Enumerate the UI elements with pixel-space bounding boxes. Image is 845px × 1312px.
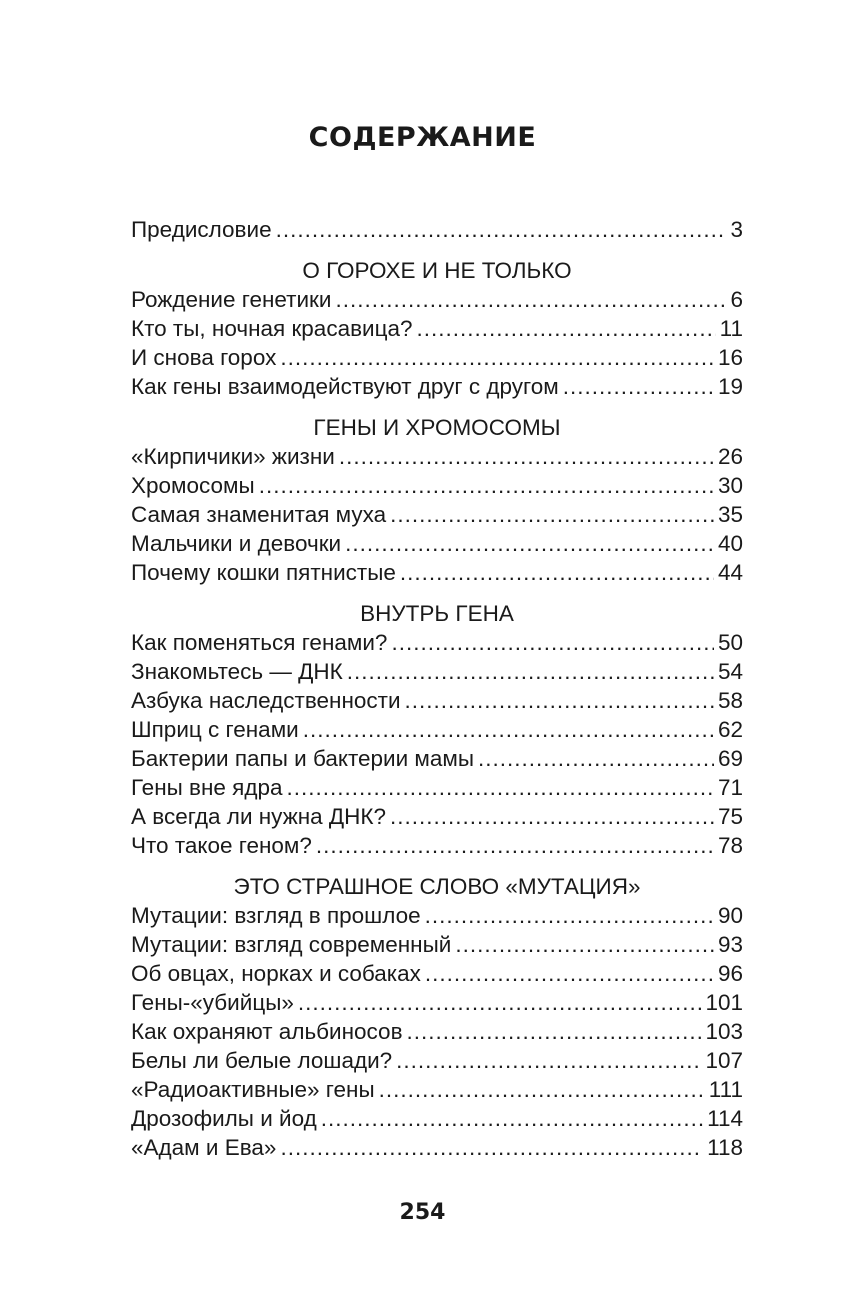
toc-entry[interactable] [131,1017,743,1046]
toc-entry[interactable] [131,529,743,558]
toc-entry-preface[interactable] [131,215,743,244]
toc-entry-title: «Адам и Ева» [131,1135,277,1160]
toc-entry-title: «Кирпичики» жизни [131,444,335,469]
toc-entry[interactable] [131,744,743,773]
section-heading: О ГОРОХЕ И НЕ ТОЛЬКО [302,258,572,283]
toc-entry-page: 71 [717,775,743,800]
toc-entry-page: 6 [730,287,743,312]
page-number: 254 [399,1200,446,1225]
toc-entry-page: 11 [719,316,743,341]
dot-leader [303,715,714,744]
toc-entry-title: Кто ты, ночная красавица? [131,316,413,341]
toc-entry-title: Бактерии папы и бактерии мамы [131,746,475,771]
toc-entry-title: Предисловие [131,217,272,242]
toc-entry[interactable] [131,442,743,471]
dot-leader [321,1104,703,1133]
toc-entry-title: Белы ли белые лошади? [131,1048,393,1073]
toc-entry-page: 114 [707,1106,743,1131]
toc-entry-title: Гены-«убийцы» [131,990,294,1015]
dot-leader [276,215,727,244]
toc-entry-page: 111 [708,1077,743,1102]
dot-leader [396,1046,701,1075]
dot-leader [316,831,714,860]
toc-entry-title: Гены вне ядра [131,775,283,800]
toc-entry[interactable] [131,831,743,860]
toc-entry-page: 96 [717,961,743,986]
toc-entry-title: Хромосомы [131,473,255,498]
dot-leader [390,500,714,529]
toc-entry[interactable] [131,1075,743,1104]
toc-entry-page: 54 [717,659,743,684]
toc-entry[interactable] [131,558,743,587]
toc-entry[interactable] [131,500,743,529]
toc-entry-page: 90 [717,903,743,928]
toc-entry-title: И снова горох [131,345,277,370]
toc-entry[interactable] [131,959,743,988]
toc-entry-title: Как гены взаимодействуют друг с другом [131,374,559,399]
toc-entry[interactable] [131,988,743,1017]
toc-entry-page: 62 [717,717,743,742]
toc-entry-title: Рождение генетики [131,287,332,312]
dot-leader [345,529,714,558]
toc-entry-page: 44 [717,560,743,585]
toc-entry-title: Как поменяться генами? [131,630,388,655]
dot-leader [280,1133,703,1162]
dot-leader [287,773,714,802]
toc-entry-title: Мутации: взгляд в прошлое [131,903,421,928]
toc-entry[interactable] [131,657,743,686]
dot-leader [390,802,714,831]
toc-entry-page: 75 [717,804,743,829]
dot-leader [425,959,714,988]
dot-leader [425,901,714,930]
toc-entry[interactable] [131,901,743,930]
toc-entry-title: Мутации: взгляд современный [131,932,452,957]
dot-leader [455,930,714,959]
dot-leader [335,285,726,314]
dot-leader [298,988,702,1017]
toc-entry-title: Как охраняют альбиносов [131,1019,403,1044]
toc-entry-title: Мальчики и девочки [131,531,342,556]
dot-leader [280,343,714,372]
dot-leader [478,744,714,773]
toc-entry-page: 107 [705,1048,743,1073]
toc-entry[interactable] [131,1046,743,1075]
toc-entry-page: 3 [730,217,743,242]
section-heading: ЭТО СТРАШНОЕ СЛОВО «МУТАЦИЯ» [233,874,641,899]
toc-entry-page: 118 [707,1135,743,1160]
toc-entry-page: 78 [717,833,743,858]
toc-entry-page: 16 [717,345,743,370]
toc-entry-title: А всегда ли нужна ДНК? [131,804,387,829]
toc-entry[interactable] [131,773,743,802]
toc-entry-page: 69 [717,746,743,771]
toc-entry[interactable] [131,686,743,715]
toc-entry-title: Самая знаменитая муха [131,502,387,527]
dot-leader [400,558,714,587]
dot-leader [407,1017,702,1046]
table-of-contents [131,215,743,1162]
toc-entry-page: 101 [705,990,743,1015]
toc-entry-page: 30 [717,473,743,498]
dot-leader [563,372,714,401]
toc-entry-title: Знакомьтесь — ДНК [131,659,343,684]
toc-entry-title: Об овцах, норках и собаках [131,961,421,986]
dot-leader [347,657,714,686]
toc-entry-page: 58 [717,688,743,713]
toc-entry-title: Что такое геном? [131,833,312,858]
toc-entry[interactable] [131,285,743,314]
dot-leader [259,471,714,500]
toc-entry-page: 35 [717,502,743,527]
toc-entry[interactable] [131,930,743,959]
toc-entry[interactable] [131,715,743,744]
dot-leader [339,442,714,471]
toc-entry-page: 93 [717,932,743,957]
toc-entry-title: Дрозофилы и йод [131,1106,317,1131]
section-heading: ГЕНЫ И ХРОМОСОМЫ [313,415,561,440]
toc-entry[interactable] [131,1104,743,1133]
toc-entry[interactable] [131,314,743,343]
dot-leader [417,314,716,343]
toc-entry[interactable] [131,628,743,657]
toc-entry[interactable] [131,802,743,831]
toc-entry[interactable] [131,372,743,401]
toc-entry[interactable] [131,1133,743,1162]
toc-entry-page: 50 [717,630,743,655]
dot-leader [405,686,714,715]
section-heading: ВНУТРЬ ГЕНА [360,601,514,626]
toc-entry[interactable] [131,343,743,372]
toc-entry-page: 26 [717,444,743,469]
toc-entry-title: «Радиоактивные» гены [131,1077,375,1102]
toc-entry-title: Шприц с генами [131,717,299,742]
toc-entry-page: 40 [717,531,743,556]
dot-leader [391,628,714,657]
toc-entry-title: Азбука наследственности [131,688,401,713]
page-title: СОДЕРЖАНИЕ [308,122,537,153]
toc-entry-title: Почему кошки пятнистые [131,560,396,585]
toc-entry-page: 103 [705,1019,743,1044]
toc-entry-page: 19 [717,374,743,399]
toc-entry[interactable] [131,471,743,500]
dot-leader [379,1075,705,1104]
